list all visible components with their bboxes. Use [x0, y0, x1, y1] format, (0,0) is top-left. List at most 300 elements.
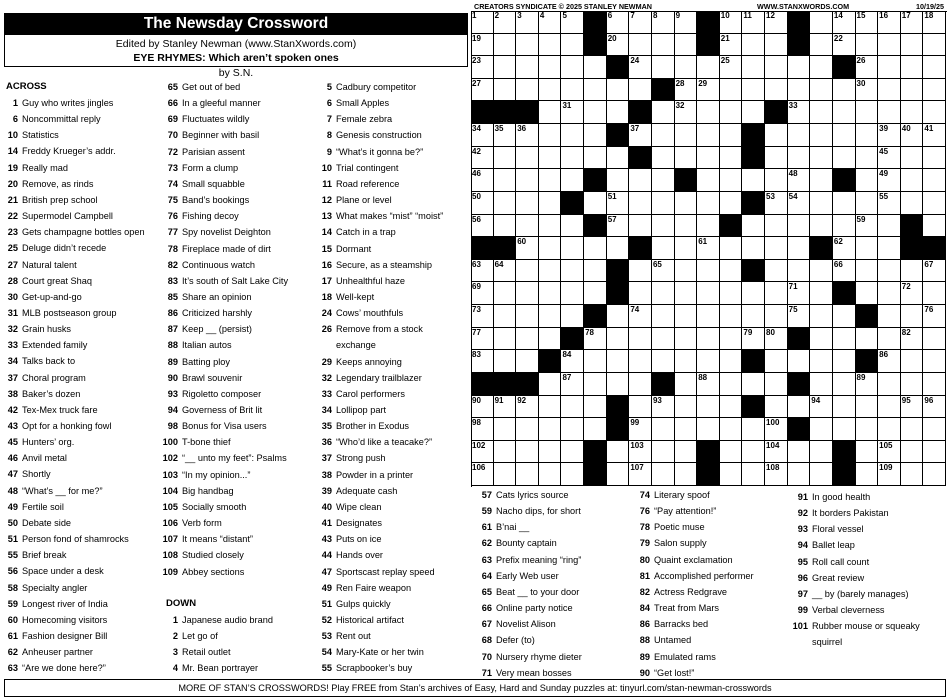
grid-cell[interactable] [810, 169, 833, 192]
grid-cell[interactable] [742, 215, 765, 238]
grid-cell[interactable] [720, 373, 743, 396]
grid-cell[interactable] [765, 305, 788, 328]
grid-cell[interactable] [901, 34, 924, 57]
grid-cell[interactable] [856, 169, 879, 192]
grid-cell[interactable] [471, 11, 494, 34]
grid-cell[interactable] [494, 441, 517, 464]
grid-cell[interactable] [833, 34, 856, 57]
grid-cell[interactable] [878, 147, 901, 170]
grid-cell[interactable] [652, 169, 675, 192]
grid-cell[interactable] [629, 463, 652, 486]
grid-cell[interactable] [788, 124, 811, 147]
grid-cell[interactable] [810, 282, 833, 305]
grid-cell[interactable] [561, 56, 584, 79]
grid-cell[interactable] [878, 441, 901, 464]
grid-cell[interactable] [675, 124, 698, 147]
grid-cell[interactable] [810, 441, 833, 464]
grid-cell[interactable] [607, 11, 630, 34]
grid-cell[interactable] [471, 396, 494, 419]
grid-cell[interactable] [607, 441, 630, 464]
grid-cell[interactable] [675, 79, 698, 102]
grid-cell[interactable] [652, 441, 675, 464]
grid-cell[interactable] [923, 192, 946, 215]
grid-cell[interactable] [675, 305, 698, 328]
grid-cell[interactable] [675, 147, 698, 170]
grid-cell[interactable] [810, 396, 833, 419]
grid-cell[interactable] [652, 34, 675, 57]
grid-cell[interactable] [494, 260, 517, 283]
grid-cell[interactable] [607, 101, 630, 124]
grid-cell[interactable] [901, 441, 924, 464]
grid-cell[interactable] [675, 34, 698, 57]
grid-cell[interactable] [720, 11, 743, 34]
grid-cell[interactable] [494, 147, 517, 170]
grid-cell[interactable] [675, 418, 698, 441]
grid-cell[interactable] [788, 237, 811, 260]
grid-cell[interactable] [539, 305, 562, 328]
grid-cell[interactable] [923, 260, 946, 283]
grid-cell[interactable] [516, 79, 539, 102]
grid-cell[interactable] [471, 418, 494, 441]
grid-cell[interactable] [810, 147, 833, 170]
grid-cell[interactable] [833, 237, 856, 260]
grid-cell[interactable] [471, 79, 494, 102]
grid-cell[interactable] [856, 237, 879, 260]
grid-cell[interactable] [878, 282, 901, 305]
grid-cell[interactable] [720, 441, 743, 464]
grid-cell[interactable] [901, 282, 924, 305]
grid-cell[interactable] [539, 418, 562, 441]
grid-cell[interactable] [471, 56, 494, 79]
grid-cell[interactable] [878, 34, 901, 57]
grid-cell[interactable] [742, 79, 765, 102]
grid-cell[interactable] [561, 124, 584, 147]
grid-cell[interactable] [878, 169, 901, 192]
grid-cell[interactable] [878, 11, 901, 34]
grid-cell[interactable] [629, 260, 652, 283]
grid-cell[interactable] [742, 441, 765, 464]
grid-cell[interactable] [833, 215, 856, 238]
grid-cell[interactable] [607, 192, 630, 215]
grid-cell[interactable] [923, 169, 946, 192]
grid-cell[interactable] [561, 147, 584, 170]
grid-cell[interactable] [471, 463, 494, 486]
grid-cell[interactable] [539, 260, 562, 283]
grid-cell[interactable] [516, 34, 539, 57]
grid-cell[interactable] [742, 11, 765, 34]
grid-cell[interactable] [539, 328, 562, 351]
grid-cell[interactable] [878, 124, 901, 147]
grid-cell[interactable] [697, 418, 720, 441]
grid-cell[interactable] [742, 34, 765, 57]
grid-cell[interactable] [923, 282, 946, 305]
grid-cell[interactable] [720, 192, 743, 215]
grid-cell[interactable] [742, 101, 765, 124]
grid-cell[interactable] [675, 282, 698, 305]
grid-cell[interactable] [675, 260, 698, 283]
grid-cell[interactable] [516, 147, 539, 170]
grid-cell[interactable] [742, 418, 765, 441]
grid-cell[interactable] [516, 396, 539, 419]
grid-cell[interactable] [833, 418, 856, 441]
grid-cell[interactable] [810, 463, 833, 486]
grid-cell[interactable] [788, 305, 811, 328]
grid-cell[interactable] [561, 79, 584, 102]
grid-cell[interactable] [629, 11, 652, 34]
grid-cell[interactable] [901, 192, 924, 215]
grid-cell[interactable] [901, 11, 924, 34]
grid-cell[interactable] [584, 147, 607, 170]
grid-cell[interactable] [856, 418, 879, 441]
grid-cell[interactable] [471, 124, 494, 147]
grid-cell[interactable] [675, 237, 698, 260]
grid-cell[interactable] [833, 396, 856, 419]
grid-cell[interactable] [810, 124, 833, 147]
grid-cell[interactable] [901, 350, 924, 373]
grid-cell[interactable] [720, 305, 743, 328]
grid-cell[interactable] [833, 350, 856, 373]
grid-cell[interactable] [607, 34, 630, 57]
grid-cell[interactable] [810, 350, 833, 373]
grid-cell[interactable] [765, 192, 788, 215]
grid-cell[interactable] [561, 237, 584, 260]
grid-cell[interactable] [629, 169, 652, 192]
grid-cell[interactable] [471, 328, 494, 351]
grid-cell[interactable] [494, 463, 517, 486]
grid-cell[interactable] [765, 441, 788, 464]
grid-cell[interactable] [765, 350, 788, 373]
grid-cell[interactable] [652, 396, 675, 419]
grid-cell[interactable] [697, 350, 720, 373]
grid-cell[interactable] [584, 124, 607, 147]
grid-cell[interactable] [765, 11, 788, 34]
grid-cell[interactable] [561, 441, 584, 464]
grid-cell[interactable] [720, 396, 743, 419]
grid-cell[interactable] [697, 305, 720, 328]
grid-cell[interactable] [629, 192, 652, 215]
grid-cell[interactable] [584, 373, 607, 396]
grid-cell[interactable] [765, 463, 788, 486]
grid-cell[interactable] [607, 169, 630, 192]
grid-cell[interactable] [765, 215, 788, 238]
grid-cell[interactable] [516, 56, 539, 79]
grid-cell[interactable] [923, 56, 946, 79]
grid-cell[interactable] [607, 237, 630, 260]
grid-cell[interactable] [810, 418, 833, 441]
grid-cell[interactable] [629, 350, 652, 373]
grid-cell[interactable] [878, 463, 901, 486]
grid-cell[interactable] [765, 147, 788, 170]
grid-cell[interactable] [856, 79, 879, 102]
grid-cell[interactable] [878, 328, 901, 351]
grid-cell[interactable] [788, 215, 811, 238]
grid-cell[interactable] [697, 79, 720, 102]
grid-cell[interactable] [720, 79, 743, 102]
grid-cell[interactable] [539, 463, 562, 486]
grid-cell[interactable] [516, 124, 539, 147]
grid-cell[interactable] [788, 441, 811, 464]
grid-cell[interactable] [516, 215, 539, 238]
grid-cell[interactable] [878, 56, 901, 79]
grid-cell[interactable] [720, 34, 743, 57]
grid-cell[interactable] [539, 215, 562, 238]
grid-cell[interactable] [494, 418, 517, 441]
grid-cell[interactable] [765, 56, 788, 79]
grid-cell[interactable] [675, 463, 698, 486]
grid-cell[interactable] [923, 124, 946, 147]
grid-cell[interactable] [833, 101, 856, 124]
grid-cell[interactable] [584, 237, 607, 260]
grid-cell[interactable] [720, 56, 743, 79]
grid-cell[interactable] [856, 215, 879, 238]
grid-cell[interactable] [494, 79, 517, 102]
grid-cell[interactable] [607, 215, 630, 238]
grid-cell[interactable] [629, 396, 652, 419]
grid-cell[interactable] [539, 237, 562, 260]
grid-cell[interactable] [471, 260, 494, 283]
grid-cell[interactable] [561, 169, 584, 192]
grid-cell[interactable] [856, 328, 879, 351]
grid-cell[interactable] [720, 237, 743, 260]
grid-cell[interactable] [901, 328, 924, 351]
grid-cell[interactable] [742, 305, 765, 328]
grid-cell[interactable] [652, 418, 675, 441]
grid-cell[interactable] [539, 282, 562, 305]
grid-cell[interactable] [856, 441, 879, 464]
grid-cell[interactable] [539, 34, 562, 57]
grid-cell[interactable] [720, 147, 743, 170]
grid-cell[interactable] [878, 237, 901, 260]
grid-cell[interactable] [561, 34, 584, 57]
grid-cell[interactable] [720, 463, 743, 486]
grid-cell[interactable] [607, 79, 630, 102]
grid-cell[interactable] [878, 350, 901, 373]
grid-cell[interactable] [561, 215, 584, 238]
grid-cell[interactable] [901, 79, 924, 102]
grid-cell[interactable] [765, 282, 788, 305]
grid-cell[interactable] [810, 101, 833, 124]
grid-cell[interactable] [561, 260, 584, 283]
grid-cell[interactable] [788, 147, 811, 170]
grid-cell[interactable] [856, 34, 879, 57]
grid-cell[interactable] [607, 305, 630, 328]
grid-cell[interactable] [720, 260, 743, 283]
grid-cell[interactable] [675, 56, 698, 79]
grid-cell[interactable] [629, 215, 652, 238]
grid-cell[interactable] [697, 396, 720, 419]
grid-cell[interactable] [584, 56, 607, 79]
grid-cell[interactable] [697, 101, 720, 124]
grid-cell[interactable] [878, 260, 901, 283]
grid-cell[interactable] [788, 79, 811, 102]
grid-cell[interactable] [471, 147, 494, 170]
grid-cell[interactable] [697, 147, 720, 170]
grid-cell[interactable] [516, 169, 539, 192]
grid-cell[interactable] [675, 328, 698, 351]
grid-cell[interactable] [923, 350, 946, 373]
grid-cell[interactable] [675, 350, 698, 373]
grid-cell[interactable] [516, 463, 539, 486]
grid-cell[interactable] [810, 34, 833, 57]
grid-cell[interactable] [561, 282, 584, 305]
grid-cell[interactable] [629, 418, 652, 441]
grid-cell[interactable] [765, 260, 788, 283]
grid-cell[interactable] [494, 282, 517, 305]
grid-cell[interactable] [539, 147, 562, 170]
grid-cell[interactable] [923, 328, 946, 351]
grid-cell[interactable] [856, 373, 879, 396]
grid-cell[interactable] [833, 260, 856, 283]
grid-cell[interactable] [901, 101, 924, 124]
grid-cell[interactable] [471, 192, 494, 215]
grid-cell[interactable] [697, 215, 720, 238]
grid-cell[interactable] [516, 305, 539, 328]
grid-cell[interactable] [652, 305, 675, 328]
grid-cell[interactable] [878, 373, 901, 396]
grid-cell[interactable] [856, 282, 879, 305]
grid-cell[interactable] [561, 418, 584, 441]
grid-cell[interactable] [652, 282, 675, 305]
grid-cell[interactable] [494, 34, 517, 57]
grid-cell[interactable] [901, 418, 924, 441]
grid-cell[interactable] [584, 101, 607, 124]
grid-cell[interactable] [742, 237, 765, 260]
grid-cell[interactable] [652, 124, 675, 147]
grid-cell[interactable] [652, 215, 675, 238]
grid-cell[interactable] [584, 350, 607, 373]
grid-cell[interactable] [697, 169, 720, 192]
grid-cell[interactable] [788, 101, 811, 124]
grid-cell[interactable] [765, 237, 788, 260]
grid-cell[interactable] [810, 328, 833, 351]
grid-cell[interactable] [923, 34, 946, 57]
grid-cell[interactable] [742, 463, 765, 486]
grid-cell[interactable] [810, 305, 833, 328]
grid-cell[interactable] [539, 192, 562, 215]
grid-cell[interactable] [923, 147, 946, 170]
grid-cell[interactable] [607, 463, 630, 486]
grid-cell[interactable] [494, 396, 517, 419]
grid-cell[interactable] [856, 56, 879, 79]
grid-cell[interactable] [720, 124, 743, 147]
grid-cell[interactable] [901, 260, 924, 283]
grid-cell[interactable] [901, 463, 924, 486]
grid-cell[interactable] [629, 373, 652, 396]
grid-cell[interactable] [494, 305, 517, 328]
grid-cell[interactable] [652, 101, 675, 124]
grid-cell[interactable] [471, 34, 494, 57]
grid-cell[interactable] [901, 147, 924, 170]
grid-cell[interactable] [584, 418, 607, 441]
grid-cell[interactable] [561, 305, 584, 328]
grid-cell[interactable] [539, 79, 562, 102]
grid-cell[interactable] [652, 192, 675, 215]
grid-cell[interactable] [923, 215, 946, 238]
grid-cell[interactable] [652, 328, 675, 351]
grid-cell[interactable] [652, 11, 675, 34]
grid-cell[interactable] [697, 282, 720, 305]
grid-cell[interactable] [810, 373, 833, 396]
grid-cell[interactable] [788, 260, 811, 283]
grid-cell[interactable] [856, 11, 879, 34]
grid-cell[interactable] [856, 463, 879, 486]
grid-cell[interactable] [720, 328, 743, 351]
grid-cell[interactable] [539, 396, 562, 419]
grid-cell[interactable] [494, 215, 517, 238]
grid-cell[interactable] [652, 260, 675, 283]
grid-cell[interactable] [788, 169, 811, 192]
grid-cell[interactable] [901, 169, 924, 192]
grid-cell[interactable] [810, 215, 833, 238]
grid-cell[interactable] [923, 305, 946, 328]
grid-cell[interactable] [742, 169, 765, 192]
grid-cell[interactable] [607, 373, 630, 396]
grid-cell[interactable] [765, 79, 788, 102]
grid-cell[interactable] [494, 192, 517, 215]
grid-cell[interactable] [652, 237, 675, 260]
grid-cell[interactable] [607, 328, 630, 351]
grid-cell[interactable] [765, 34, 788, 57]
grid-cell[interactable] [765, 169, 788, 192]
grid-cell[interactable] [561, 350, 584, 373]
grid-cell[interactable] [810, 79, 833, 102]
grid-cell[interactable] [901, 396, 924, 419]
grid-cell[interactable] [629, 441, 652, 464]
grid-cell[interactable] [516, 350, 539, 373]
grid-cell[interactable] [539, 11, 562, 34]
grid-cell[interactable] [471, 441, 494, 464]
grid-cell[interactable] [697, 328, 720, 351]
grid-cell[interactable] [516, 237, 539, 260]
grid-cell[interactable] [607, 350, 630, 373]
grid-cell[interactable] [471, 305, 494, 328]
grid-cell[interactable] [561, 373, 584, 396]
grid-cell[interactable] [878, 305, 901, 328]
grid-cell[interactable] [629, 305, 652, 328]
grid-cell[interactable] [788, 282, 811, 305]
grid-cell[interactable] [471, 169, 494, 192]
grid-cell[interactable] [765, 328, 788, 351]
grid-cell[interactable] [471, 350, 494, 373]
grid-cell[interactable] [810, 11, 833, 34]
grid-cell[interactable] [652, 463, 675, 486]
grid-cell[interactable] [923, 418, 946, 441]
grid-cell[interactable] [878, 192, 901, 215]
grid-cell[interactable] [675, 396, 698, 419]
grid-cell[interactable] [584, 192, 607, 215]
grid-cell[interactable] [901, 373, 924, 396]
grid-cell[interactable] [856, 260, 879, 283]
grid-cell[interactable] [923, 441, 946, 464]
grid-cell[interactable] [471, 282, 494, 305]
grid-cell[interactable] [561, 11, 584, 34]
grid-cell[interactable] [923, 396, 946, 419]
grid-cell[interactable] [675, 441, 698, 464]
grid-cell[interactable] [697, 56, 720, 79]
grid-cell[interactable] [878, 79, 901, 102]
grid-cell[interactable] [697, 237, 720, 260]
grid-cell[interactable] [901, 56, 924, 79]
grid-cell[interactable] [810, 192, 833, 215]
grid-cell[interactable] [833, 192, 856, 215]
grid-cell[interactable] [494, 169, 517, 192]
grid-cell[interactable] [923, 373, 946, 396]
grid-cell[interactable] [856, 101, 879, 124]
grid-cell[interactable] [697, 124, 720, 147]
grid-cell[interactable] [878, 418, 901, 441]
grid-cell[interactable] [629, 124, 652, 147]
grid-cell[interactable] [878, 215, 901, 238]
